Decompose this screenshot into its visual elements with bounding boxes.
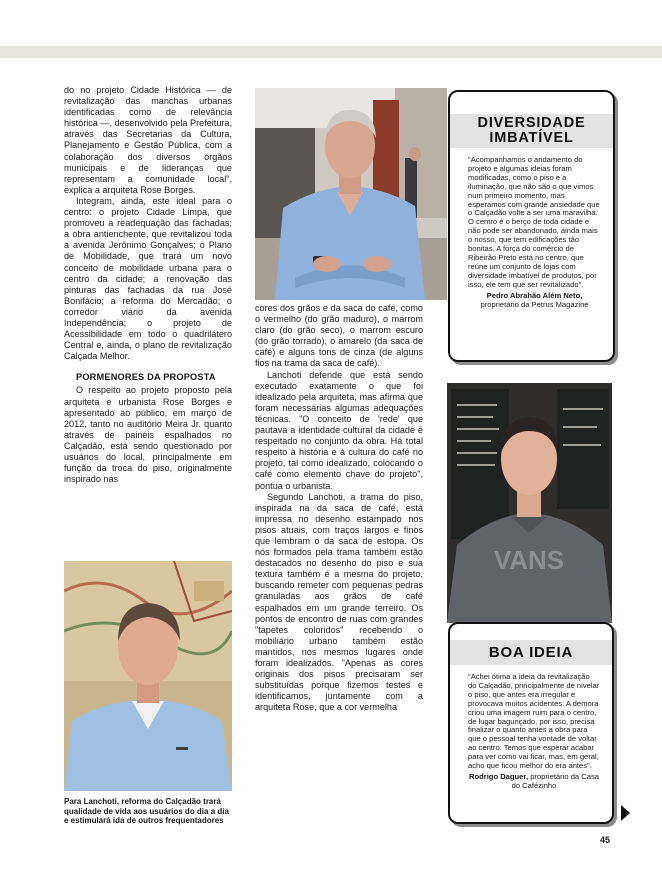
next-page-arrow-icon xyxy=(621,805,630,821)
photo-rodrigo xyxy=(447,383,612,623)
top-band xyxy=(0,46,662,58)
article-paragraph: do no projeto Cidade Histórica — de revitalização das manchas urbanas identificadas como de relevância histórica —, desenvolvido pela Prefeitura, através das Secretarias da Cultura, Planejamento e Gestão Pública, com a colaboração dos diversos órgãos municipais e de lideranças que representam a comunidade local", explica a arquiteta Rose Borges. xyxy=(64,85,232,195)
photo-pedro xyxy=(255,88,447,300)
box-author-role: proprietário da Petrus Magazine xyxy=(480,299,589,309)
article-column-2 xyxy=(255,303,423,713)
section-heading: PORMENORES DA PROPOSTA xyxy=(76,372,216,383)
box-author xyxy=(468,773,600,791)
page-number: 45 xyxy=(600,835,611,845)
box-title xyxy=(450,114,613,148)
quote-box-diversidade xyxy=(448,90,615,362)
article-column-1 xyxy=(64,85,232,485)
article-paragraph: Segundo Lanchoti, a trama do piso, inspirada na da saca de café, está impressa no desenho estampado nos pisos atuais, com traços largos e finos que lembram o da saca de estopa. Os nós formados pela trama também estão destacados no desenho do piso e sua textura também é a mesma do projeto, buscando remeter com pequenas pedras granuladas aos grãos de café espalhados em um grande terreiro. Os pontos de encontro de ruas com grandes "tapetes coloridos" recebendo o mobiliário urbano também estão mantidos, nos mesmos lugares onde foram idealizados. "Apenas as cores originais dos pisos precisaram ser substituídas porque fizemos testes e identificamos, juntamente com a arquiteta Rose, que a cor vermelha xyxy=(255,491,423,713)
box-title-line: DIVERSIDADE xyxy=(477,115,586,131)
article-paragraph: Lanchoti defende que está sendo executado exatamente o que foi idealizado pela arquiteta, mas afirma que foram necessárias algumas adequações técnicas. "O conceito de 'rede' que pautava a identidade cultural da cidade é respeitado no conjunto da obra. Há total respeito à história e à cultura do café no projeto, tal como idealizado, colocando o café como elemento chave do projeto", pontua o urbanista. xyxy=(255,369,423,491)
box-author-role: proprietário da Casa do Cafézinho xyxy=(511,771,599,790)
box-title-line: IMBATÍVEL xyxy=(489,130,574,146)
article-paragraph: O respeito ao projeto proposto pela arquiteta e urbanista Rose Borges e apresentado ao público, em março de 2012, tanto no auditório Meira Jr. quanto através de painéis espalhados no Calçadão, está sendo questionado por usuários do local, principalmente em função da troca do piso, originalmente inspirado nas xyxy=(64,385,232,485)
box-title: BOA IDEIA xyxy=(450,640,612,665)
article-paragraph: cores dos grãos e da saca do café, como o vermelho (do grão maduro), o marrom claro (do grão seco), o marrom escuro (do grão torrado), o amarelo (da saca de café) e alguns tons de cinza (de alguns fios na trama da saca de café). xyxy=(255,303,423,369)
shirt-logo-text: VANS xyxy=(493,545,565,575)
photo-lanchoti xyxy=(64,561,232,791)
box-author-name: Rodrigo Daguer, xyxy=(468,771,529,781)
box-quote: "Acompanhamos o andamento do projeto e algumas ideias foram modificadas, como o piso e a iluminação, que não são o que vimos num primeiro momento, mas esperamos com grande ansiedade que o Calçadão volte a ser uma maravilha. O centro é o berço de toda cidade e não pode ser abandonado, ainda mais o nosso, que tem edificações tão bonitas. A força do comércio de Ribeirão Preto está no centro, que reúne um conjunto de lojas com diversidade imbatível de produtos, por isso, ele tem que ser revitalizado". xyxy=(468,155,600,289)
photo-caption: Para Lanchoti, reforma do Calçadão trará qualidade de vida aos usuários do dia a dia e estimulará ida de outros frequentadores xyxy=(64,797,229,826)
box-author xyxy=(468,292,601,310)
article-paragraph: Integram, ainda, este ideal para o centro: o projeto Cidade Limpa, que promoveu a readequação das fachadas; a obra antienchente, que revitalizou toda a avenida Jerônimo Gonçalves; o Plano de Mobilidade, que trará um novo conceito de mobilidade urbana para o centro da cidade; a renovação das pinturas das fachadas da rua José Bonifácio; a reforma do Mercadão; o corredor viário da avenida Independência; o projeto de Acessibilidade em todo o quadrilátero Central e, ainda, o plano de revitalização Calçada Melhor. xyxy=(64,195,232,362)
quote-box-boa-ideia xyxy=(448,622,614,824)
box-author-name: Pedro Abrahão Além Neto, xyxy=(486,290,583,300)
box-quote: "Achei ótima a ideia da revitalização do Calçadão, principalmente de nivelar o piso, que antes era irregular e provocava muitos acidentes. A demora criou uma imagem ruim para o centro, de lugar bagunçado, por isso, precisa finalizar o quanto antes a obra para que o pessoal tenha vontade de voltar ao centro. Temos que esperar acabar para ver como vai ficar, mas, em geral, acho que ficou melhor do era antes". xyxy=(468,672,600,771)
